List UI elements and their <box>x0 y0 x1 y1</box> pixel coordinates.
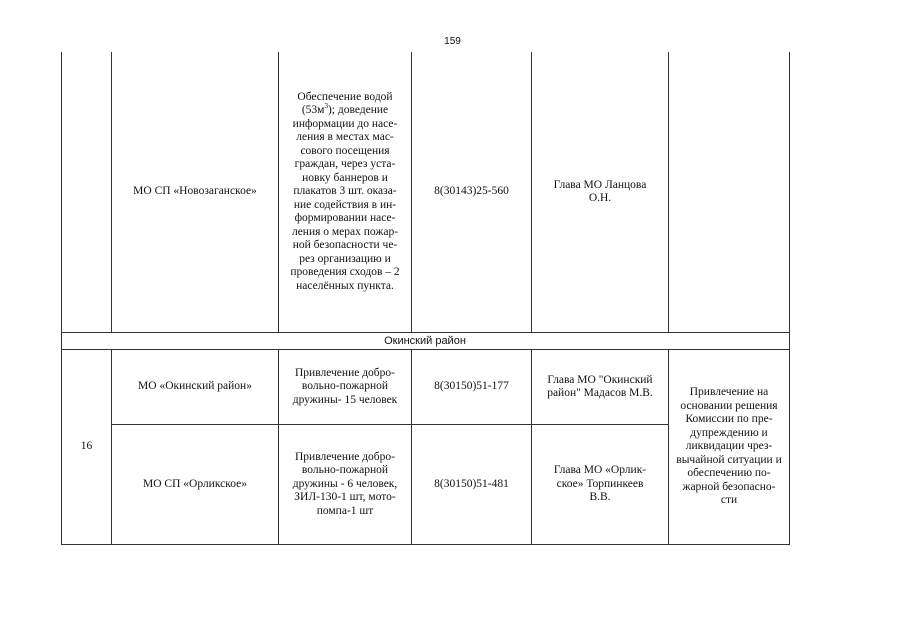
municipality-cell: МО СП «Новозаганское» <box>133 185 257 198</box>
municipality-cell: МО СП «Орликское» <box>143 477 247 490</box>
municipality-cell: МО «Окинский район» <box>138 380 252 393</box>
head-cell: Глава МО Ланцова О.Н. <box>553 178 647 204</box>
phone-cell: 8(30150)51-481 <box>434 477 509 490</box>
region-title: Окинский район <box>384 335 466 347</box>
measures-cell: Привлечение добро-вольно-пожарной дружины - 6 человек, ЗИЛ-130-1 шт, мото-помпа-1 шт <box>292 450 398 517</box>
measures-cell: Обеспечение водой $(53м^3)$; доведение информации до насе-ления в местах мас-сового посещения граждан, через уста-новку баннеров и плакатов 3 шт. оказа-ние содействия в ин-формировании насе-ления о мерах пожар-ной безопасности че-рез организацию и проведения сходов – 2 населённых пункта. <box>290 90 400 292</box>
measures-cell: Привлечение добро-вольно-пожарной дружины- 15 человек <box>292 366 398 406</box>
page-number: 159 <box>444 36 461 47</box>
head-cell: Глава МО «Орлик-ское» Торпинкеев В.В. <box>553 464 647 504</box>
basis-cell: Привлечение на основании решения Комиссии по пре-дупреждению и ликвидации чрез-вычайной ситуации и обеспечению по-жарной безопасно-сти <box>676 386 782 507</box>
phone-cell: 8(30150)51-177 <box>434 380 509 393</box>
phone-cell: 8(30143)25-560 <box>434 185 509 198</box>
head-cell: Глава МО "Окинский район" Мадасов М.В. <box>547 373 653 399</box>
row-number-cell: 16 <box>80 440 93 453</box>
